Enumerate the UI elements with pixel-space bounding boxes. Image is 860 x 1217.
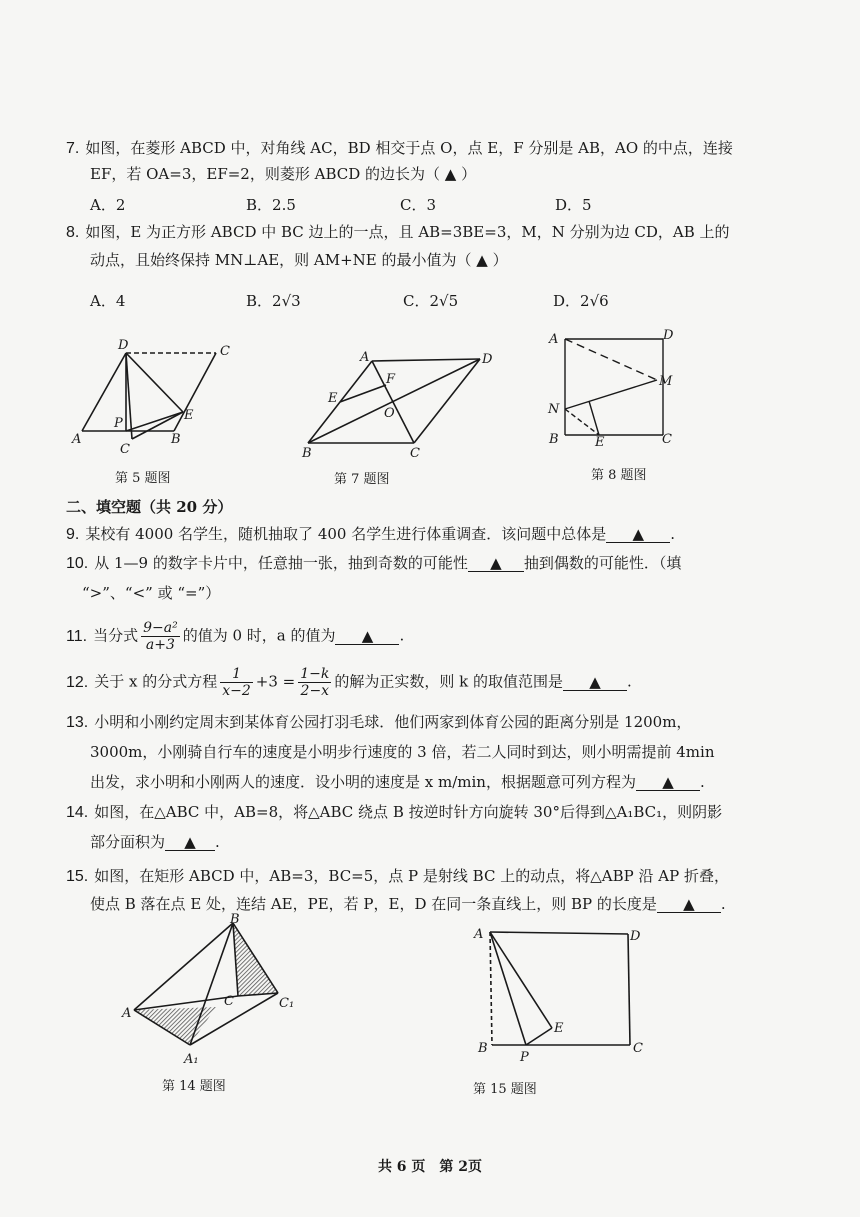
point-label: E xyxy=(328,391,338,406)
point-label: A xyxy=(549,332,559,347)
numerator: 1 xyxy=(220,666,253,683)
question-text: 如图，在菱形 ABCD 中，对角线 AC，BD 相交于点 O，点 E，F 分别是 AB，AO 的中点，连接 xyxy=(85,139,733,157)
question-14 xyxy=(66,802,722,823)
figure-5-diagram xyxy=(70,335,240,455)
punctuation: . xyxy=(720,895,726,913)
question-text: 从 1—9 的数字卡片中，任意抽一张，抽到奇数的可能性 xyxy=(94,554,468,572)
question-text: 当分式 xyxy=(93,626,139,645)
question-text: 出发，求小明和小刚两人的速度．设小明的速度是 x m/min，根据题意可列方程为 xyxy=(90,773,636,791)
question-7 xyxy=(66,138,733,159)
option-a: A．2 xyxy=(90,196,126,214)
point-label: D xyxy=(630,929,641,944)
figure-14-caption: 第 14 题图 xyxy=(162,1079,226,1094)
point-label: C xyxy=(220,344,230,359)
option-d: D．5 xyxy=(555,196,592,214)
answer-blank: ▲ xyxy=(563,674,627,691)
question-text: 如图，E 为正方形 ABCD 中 BC 边上的一点，且 AB=3BE=3，M，N 分别为边 CD，AB 上的 xyxy=(85,223,730,241)
question-12 xyxy=(66,666,632,699)
point-label: E xyxy=(184,408,194,423)
question-text-cont: 的解为正实数，则 k 的取值范围是 xyxy=(334,672,564,691)
option-b: B．2√3 xyxy=(246,292,301,310)
point-label: B xyxy=(302,446,312,461)
answer-blank: ▲ xyxy=(636,774,700,791)
question-text-cont: 抽到偶数的可能性．（填 xyxy=(523,554,682,572)
punctuation: . xyxy=(399,626,405,645)
question-number: 12. xyxy=(66,673,89,691)
option-c: C．2√5 xyxy=(403,292,459,310)
option-c: C．3 xyxy=(400,196,437,214)
point-label: C xyxy=(410,446,420,461)
question-text: 某校有 4000 名学生，随机抽取了 400 名学生进行体重调查．该问题中总体是 xyxy=(85,525,607,543)
point-label: O xyxy=(384,406,395,421)
point-label: A₁ xyxy=(184,1052,199,1067)
question-11 xyxy=(66,620,404,653)
point-label: A xyxy=(360,350,370,365)
question-text: 小明和小刚约定周末到某体育公园打羽毛球．他们两家到体育公园的距离分别是 1200m， xyxy=(94,713,692,731)
question-13 xyxy=(66,712,691,733)
question-text: 使点 B 落在点 E 处，连结 AE，PE，若 P，E，D 在同一条直线上，则 BP 的长度是 xyxy=(90,895,657,913)
punctuation: . xyxy=(699,773,705,791)
point-label: N xyxy=(548,402,560,417)
figure-15-caption: 第 15 题图 xyxy=(473,1082,537,1097)
question-10-line2: “>”、“<” 或 “=”） xyxy=(82,584,221,602)
point-label: A xyxy=(72,432,82,447)
figure-8-diagram xyxy=(545,325,685,450)
fraction xyxy=(298,666,331,699)
point-label: C xyxy=(120,442,130,457)
question-number: 10. xyxy=(66,555,89,572)
question-14-line2 xyxy=(90,832,220,852)
point-label: C xyxy=(662,432,672,447)
point-label: E xyxy=(595,435,605,450)
question-text: 部分面积为 xyxy=(90,833,166,851)
question-15-line2 xyxy=(90,894,726,914)
point-label: A xyxy=(122,1006,132,1021)
answer-blank: ▲ xyxy=(657,896,721,913)
denominator: 2−x xyxy=(300,683,330,699)
question-number: 8. xyxy=(66,224,80,241)
page-footer: 共 6 页 第 2页 xyxy=(377,1159,483,1175)
punctuation: . xyxy=(670,525,676,543)
point-label: D xyxy=(663,328,674,343)
question-7-line2: EF，若 OA=3，EF=2，则菱形 ABCD 的边长为（ ▲ ） xyxy=(90,165,477,183)
option-a: A．4 xyxy=(90,292,126,310)
fraction xyxy=(141,620,180,653)
question-8 xyxy=(66,222,730,243)
question-text: 如图，在矩形 ABCD 中，AB=3，BC=5，点 P 是射线 BC 上的动点，将△ABP 沿 AP 折叠， xyxy=(94,867,729,885)
fraction xyxy=(220,666,253,699)
point-label: D xyxy=(482,352,493,367)
point-label: C₁ xyxy=(279,996,295,1011)
question-9 xyxy=(66,524,675,545)
question-13-line3 xyxy=(90,772,705,792)
option-b: B．2.5 xyxy=(246,196,296,214)
point-label: B xyxy=(478,1041,488,1056)
point-label: F xyxy=(386,372,396,387)
figure-8-caption: 第 8 题图 xyxy=(591,468,647,483)
punctuation: . xyxy=(627,672,632,691)
numerator: 9−a² xyxy=(143,620,178,636)
punctuation: . xyxy=(215,833,220,851)
point-label: P xyxy=(520,1050,529,1065)
question-15 xyxy=(66,866,729,887)
figure-5-caption: 第 5 题图 xyxy=(115,471,171,486)
question-text: 关于 x 的分式方程 xyxy=(94,672,218,691)
question-13-line2: 3000m，小刚骑自行车的速度是小明步行速度的 3 倍，若二人同时到达，则小明需提前 4min xyxy=(90,743,715,761)
equation-middle: +3 = xyxy=(255,672,296,691)
point-label: B xyxy=(171,432,181,447)
figure-14-diagram xyxy=(120,912,310,1067)
question-10 xyxy=(66,553,681,574)
point-label: C xyxy=(224,994,234,1009)
answer-blank: ▲ xyxy=(165,834,215,851)
question-8-line2: 动点，且始终保持 MN⊥AE，则 AM+NE 的最小值为（ ▲ ） xyxy=(90,251,508,269)
numerator: 1−k xyxy=(300,666,330,682)
point-label: E xyxy=(554,1021,564,1036)
figure-7-caption: 第 7 题图 xyxy=(334,472,390,487)
question-text-cont: 的值为 0 时，a 的值为 xyxy=(182,626,336,645)
question-text: 如图，在△ABC 中，AB=8，将△ABC 绕点 B 按逆时针方向旋转 30°后得到△A₁BC₁，则阴影 xyxy=(94,803,723,821)
figure-7-diagram xyxy=(298,345,508,460)
question-number: 15. xyxy=(66,868,89,885)
question-number: 7. xyxy=(66,140,80,157)
question-number: 9. xyxy=(66,526,80,543)
section-heading: 二、填空题（共 20 分） xyxy=(66,498,233,516)
answer-blank: ▲ xyxy=(468,555,524,572)
point-label: D xyxy=(118,338,129,353)
denominator: x−2 xyxy=(222,683,251,699)
answer-blank: ▲ xyxy=(335,628,399,645)
point-label: B xyxy=(230,912,240,927)
question-number: 11. xyxy=(66,627,88,645)
question-number: 13. xyxy=(66,714,89,731)
point-label: B xyxy=(549,432,559,447)
figure-15-diagram xyxy=(468,920,668,1065)
point-label: P xyxy=(114,416,123,431)
point-label: M xyxy=(659,374,673,389)
question-number: 14. xyxy=(66,804,89,821)
denominator: a+3 xyxy=(145,637,175,653)
point-label: A xyxy=(474,927,484,942)
answer-blank: ▲ xyxy=(606,526,670,543)
option-d: D．2√6 xyxy=(553,292,609,310)
point-label: C xyxy=(633,1041,643,1056)
